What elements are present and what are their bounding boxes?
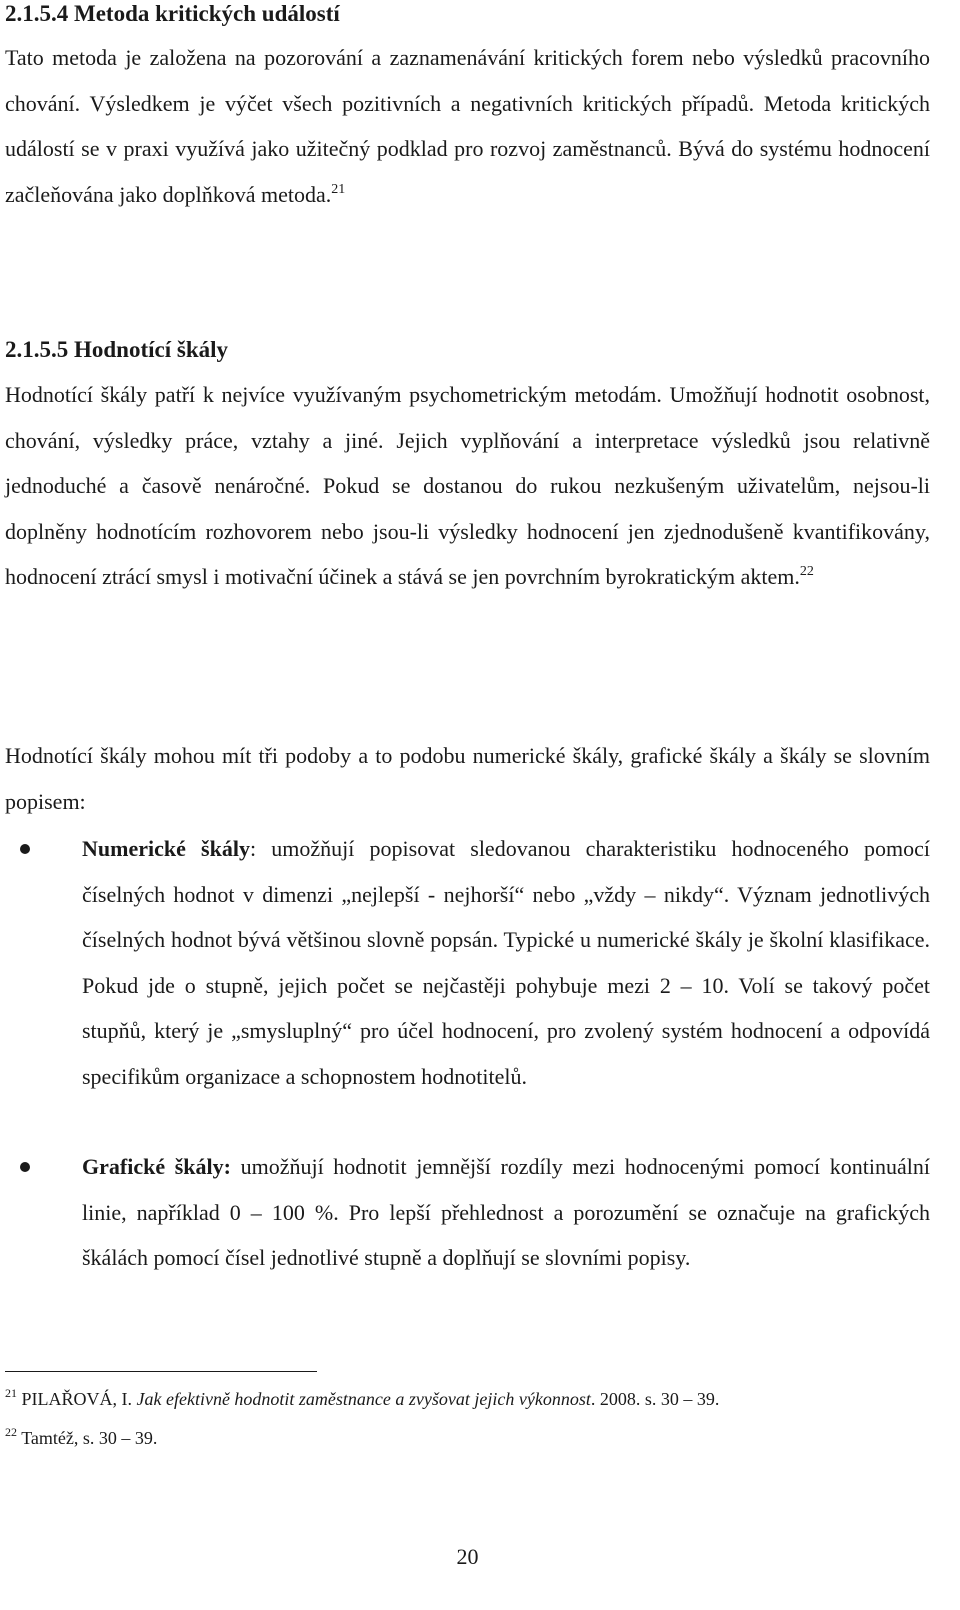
paragraph-text: Tato metoda je založena na pozorování a zaznamenávání kritických forem nebo výsledků pracovního chování. Výsledkem je výčet všech pozitivních a negativních kritických případů. Metoda kritických událostí se v praxi využívá jako užitečný podklad pro rozvoj zaměstnanců. Bývá do systému hodnocení začleňována jako doplňková metoda. bbox=[5, 45, 930, 207]
bullet-icon bbox=[20, 844, 30, 854]
paragraph: Hodnotící škály mohou mít tři podoby a to podobu numerické škály, grafické škály a škály se slovním popisem: bbox=[5, 743, 930, 814]
footnote bbox=[5, 1427, 157, 1449]
footnote-pages: . 2008. s. 30 – 39. bbox=[590, 1389, 720, 1409]
footnote-separator bbox=[5, 1371, 317, 1372]
footnote-author: PILAŘOVÁ, I. bbox=[21, 1389, 137, 1409]
list-item-term: Grafické škály: bbox=[82, 1154, 231, 1179]
bullet-icon bbox=[20, 1162, 30, 1172]
footnote-reference: 22 bbox=[799, 564, 814, 579]
page-number: 20 bbox=[456, 1544, 479, 1569]
list-item-text: umožňují hodnotit jemnější rozdíly mezi hodnocenými pomocí kontinuální linie, například 0 – 100 %. Pro lepší přehlednost a porozumění se označuje na grafických škálách pomocí čísel jednotlivé stupně a doplňují se slovními popisy. bbox=[82, 1154, 930, 1270]
paragraph bbox=[5, 372, 930, 600]
list-item bbox=[82, 1144, 930, 1281]
footnote-reference: 21 bbox=[331, 181, 346, 197]
section-heading: 2.1.5.4 Metoda kritických událostí bbox=[5, 1, 340, 26]
paragraph bbox=[5, 35, 930, 217]
footnote-title: Jak efektivně hodnotit zaměstnance a zvyšovat jejich výkonnost bbox=[136, 1389, 591, 1409]
footnote-number: 21 bbox=[5, 1386, 17, 1400]
section-heading: 2.1.5.5 Hodnotící škály bbox=[5, 337, 229, 362]
footnote bbox=[5, 1388, 719, 1410]
list-item bbox=[82, 826, 930, 1099]
list-item-term: Numerické škály bbox=[82, 836, 250, 861]
footnote-number: 22 bbox=[5, 1425, 17, 1439]
list-item-text: : umožňují popisovat sledovanou charakteristiku hodnoceného pomocí číselných hodnot v dimenzi „nejlepší - nejhorší“ nebo „vždy – nikdy“. Význam jednotlivých číselných hodnot bývá většinou slovně popsán. Typické u numerické škály je školní klasifikace. Pokud jde o stupně, jejich počet se nejčastěji pohybuje mezi 2 – 10. Volí se takový počet stupňů, který je „smysluplný“ pro účel hodnocení, pro zvolený systém hodnocení a odpovídá specifikům organizace a schopnostem hodnotitelů. bbox=[82, 836, 930, 1089]
footnote-text: Tamtéž, s. 30 – 39. bbox=[21, 1428, 158, 1448]
paragraph-text: Hodnotící škály patří k nejvíce využívaným psychometrickým metodám. Umožňují hodnotit osobnost, chování, výsledky práce, vztahy a jiné. Jejich vyplňování a interpretace výsledků jsou relativně jednoduché a časově nenáročné. Pokud se dostanou do rukou nezkušeným uživatelům, nejsou-li doplněny hodnotícím rozhovorem nebo jsou-li výsledky hodnocení jen zjednodušeně kvantifikovány, hodnocení ztrácí smysl i motivační účinek a stává se jen povrchním byrokratickým aktem. bbox=[5, 382, 930, 589]
